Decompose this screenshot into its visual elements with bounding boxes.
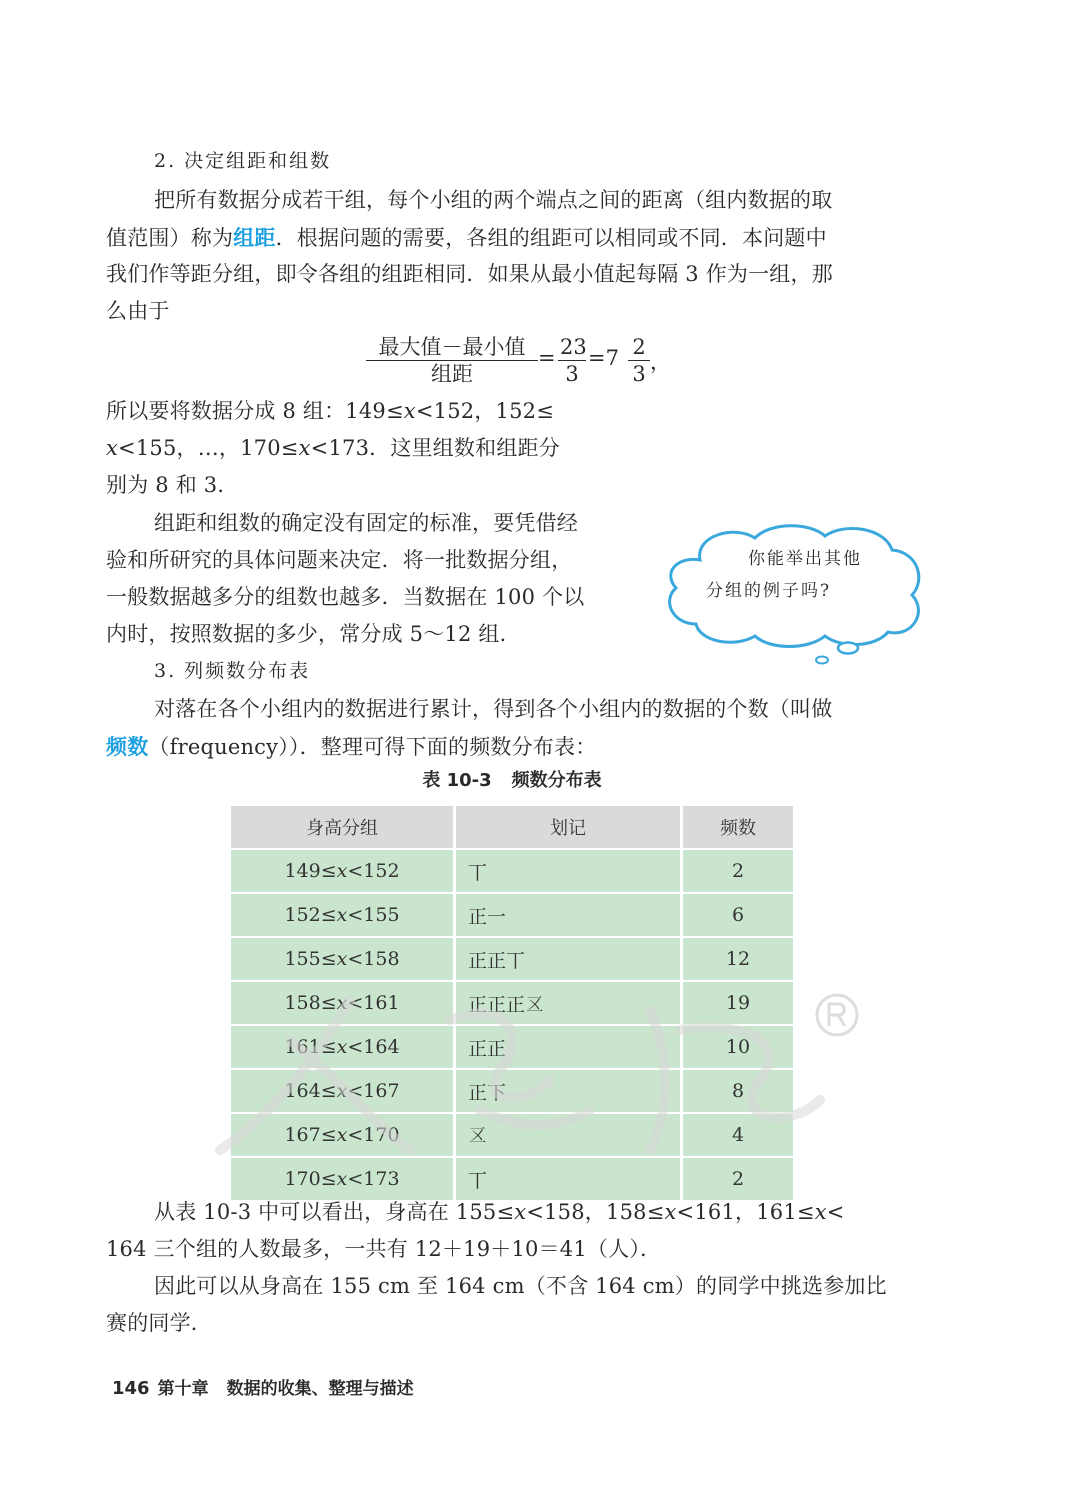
- table-caption: [0, 766, 1024, 792]
- page-number: 146: [112, 1378, 150, 1399]
- fraction-range-over-width: [366, 334, 538, 387]
- range-high: <167: [347, 1080, 400, 1102]
- frequency-cell: 19: [682, 981, 794, 1025]
- tally-cell: [455, 1113, 682, 1157]
- fraction-numerator: 最大值－最小值: [366, 334, 538, 361]
- variable-x: x: [336, 860, 348, 882]
- variable-x: x: [336, 1036, 348, 1058]
- tally-marks: 正下: [468, 1081, 507, 1104]
- paragraph-line: 别为 8 和 3．: [106, 473, 239, 497]
- table-title: 频数分布表: [511, 770, 602, 791]
- chapter-label: 第十章: [157, 1379, 209, 1399]
- range-low: 158≤: [284, 992, 337, 1014]
- table-header-row: [231, 806, 793, 849]
- group-count-formula: [366, 334, 686, 390]
- variable-x: x: [106, 436, 119, 460]
- frequency-cell: 6: [682, 893, 794, 937]
- tally-marks: 正一: [468, 905, 507, 928]
- callout-line-2: 分组的例子吗?: [706, 581, 832, 601]
- tally-cell: [455, 849, 682, 893]
- variable-x: x: [298, 436, 311, 460]
- height-range-cell: [231, 1113, 455, 1157]
- fraction-2-over-3: [628, 334, 650, 387]
- section-heading-frequency-table: 3. 列频数分布表: [154, 660, 311, 682]
- text-run: <158，158≤: [526, 1200, 665, 1224]
- table-number: 表 10-3: [422, 770, 492, 791]
- paragraph-line: [106, 728, 596, 766]
- paragraph-line: 一般数据越多分的组数也越多．当数据在 100 个以: [106, 585, 585, 609]
- paragraph-line: [106, 430, 560, 467]
- tally-cell: [455, 1069, 682, 1113]
- paragraph-line: [106, 393, 554, 430]
- thought-cloud-callout: [660, 520, 930, 670]
- range-low: 167≤: [284, 1124, 337, 1146]
- paragraph-line: 164 三个组的人数最多，一共有 12＋19＋10＝41（人）．: [106, 1237, 662, 1261]
- chapter-title: 数据的收集、整理与描述: [226, 1379, 414, 1399]
- variable-x: x: [336, 1168, 348, 1190]
- range-high: <158: [347, 948, 400, 970]
- fraction-numerator: 23: [560, 335, 587, 359]
- text-run: <161，161≤: [676, 1200, 815, 1224]
- equals-sign: =: [538, 346, 556, 370]
- text-run: 从表 10-3 中可以看出，身高在 155≤: [154, 1200, 515, 1224]
- height-range-cell: [231, 1069, 455, 1113]
- text-run: 所以要将数据分成 8 组：149≤: [106, 399, 404, 423]
- text-run: <: [826, 1200, 845, 1224]
- variable-x: x: [336, 1080, 348, 1102]
- term-frequency: 频数: [106, 734, 149, 759]
- column-header-height-group: 身高分组: [231, 806, 455, 849]
- height-range-cell: [231, 937, 455, 981]
- column-header-frequency: 频数: [682, 806, 794, 849]
- paragraph-line: [154, 1194, 845, 1231]
- frequency-cell: 8: [682, 1069, 794, 1113]
- tally-cell: [455, 981, 682, 1025]
- frequency-cell: 12: [682, 937, 794, 981]
- term-group-distance: 组距: [233, 225, 276, 250]
- paragraph-line: 我们作等距分组，即令各组的组距相同．如果从最小值起每隔 3 作为一组，那: [106, 262, 833, 286]
- variable-x: x: [664, 1200, 677, 1224]
- text-run: <152，152≤: [415, 399, 555, 423]
- range-high: <155: [347, 904, 400, 926]
- fraction-denominator: 3: [565, 362, 579, 386]
- tally-marks: 丅: [468, 861, 488, 884]
- tally-cell: [455, 893, 682, 937]
- frequency-cell: 2: [682, 1157, 794, 1201]
- paragraph-line: 内时，按照数据的多少，常分成 5～12 组．: [106, 622, 521, 646]
- table-row: [231, 849, 793, 893]
- paragraph-line: 把所有数据分成若干组，每个小组的两个端点之间的距离（组内数据的取: [154, 188, 833, 212]
- height-range-cell: [231, 849, 455, 893]
- tally-cell: [455, 937, 682, 981]
- range-low: 152≤: [284, 904, 337, 926]
- fraction-denominator: 3: [632, 362, 646, 386]
- table-row: [231, 1025, 793, 1069]
- range-high: <173: [347, 1168, 400, 1190]
- table-row: [231, 1113, 793, 1157]
- range-high: <152: [347, 860, 400, 882]
- tally-marks: 正正丅: [468, 949, 526, 972]
- tally-marks: 正正: [468, 1037, 507, 1060]
- text-run: <155，…，170≤: [118, 436, 299, 460]
- variable-x: x: [403, 399, 416, 423]
- page-footer: [112, 1374, 414, 1399]
- variable-x: x: [336, 904, 348, 926]
- section-heading-group-distance: 2. 决定组距和组数: [154, 150, 332, 172]
- variable-x: x: [814, 1200, 827, 1224]
- height-range-cell: [231, 1025, 455, 1069]
- table-row: [231, 937, 793, 981]
- table-body: [231, 849, 793, 1201]
- callout-line-1: 你能举出其他: [748, 549, 862, 569]
- range-high: <164: [347, 1036, 400, 1058]
- height-range-cell: [231, 981, 455, 1025]
- range-low: 155≤: [284, 948, 337, 970]
- formula-comma: ，: [650, 350, 671, 374]
- range-high: <161: [347, 992, 400, 1014]
- frequency-distribution-table: [231, 806, 793, 1202]
- frequency-cell: 2: [682, 849, 794, 893]
- fraction-23-over-3: [558, 334, 586, 387]
- paragraph-line: 么由于: [106, 299, 170, 323]
- paragraph-line: 对落在各个小组内的数据进行累计，得到各个小组内的数据的个数（叫做: [154, 697, 833, 721]
- range-high: <170: [347, 1124, 400, 1146]
- variable-x: x: [336, 948, 348, 970]
- fraction-numerator: 2: [628, 334, 650, 361]
- paragraph-line: 组距和组数的确定没有固定的标准，要凭借经: [154, 511, 578, 535]
- column-header-tally: 划记: [455, 806, 682, 849]
- table-row: [231, 893, 793, 937]
- frequency-cell: 10: [682, 1025, 794, 1069]
- table-row: [231, 981, 793, 1025]
- tally-marks: 丅: [468, 1169, 488, 1192]
- paragraph-line: [106, 219, 827, 257]
- text-run: 值范围）称为: [106, 226, 234, 250]
- variable-x: x: [336, 1124, 348, 1146]
- paragraph-line: 因此可以从身高在 155 cm 至 164 cm（不含 164 cm）的同学中挑选参加比: [154, 1274, 887, 1298]
- range-low: 170≤: [284, 1168, 337, 1190]
- table-row: [231, 1069, 793, 1113]
- variable-x: x: [514, 1200, 527, 1224]
- variable-x: x: [336, 992, 348, 1014]
- text-run: （frequency））．整理可得下面的频数分布表：: [148, 735, 597, 759]
- equals-seven: =7: [588, 346, 619, 370]
- range-low: 164≤: [284, 1080, 337, 1102]
- range-low: 149≤: [284, 860, 337, 882]
- height-range-cell: [231, 893, 455, 937]
- paragraph-line: 验和所研究的具体问题来决定．将一批数据分组，: [106, 548, 573, 572]
- text-run: ．根据问题的需要，各组的组距可以相同或不同．本问题中: [275, 226, 827, 250]
- frequency-cell: 4: [682, 1113, 794, 1157]
- fraction-denominator: 组距: [431, 362, 473, 386]
- range-low: 161≤: [284, 1036, 337, 1058]
- paragraph-line: 赛的同学．: [106, 1311, 212, 1335]
- tally-cell: [455, 1025, 682, 1069]
- text-run: <173．这里组数和组距分: [310, 436, 560, 460]
- tally-marks: 𠄡: [468, 1124, 488, 1147]
- tally-marks: 正正正𠄡: [468, 993, 545, 1016]
